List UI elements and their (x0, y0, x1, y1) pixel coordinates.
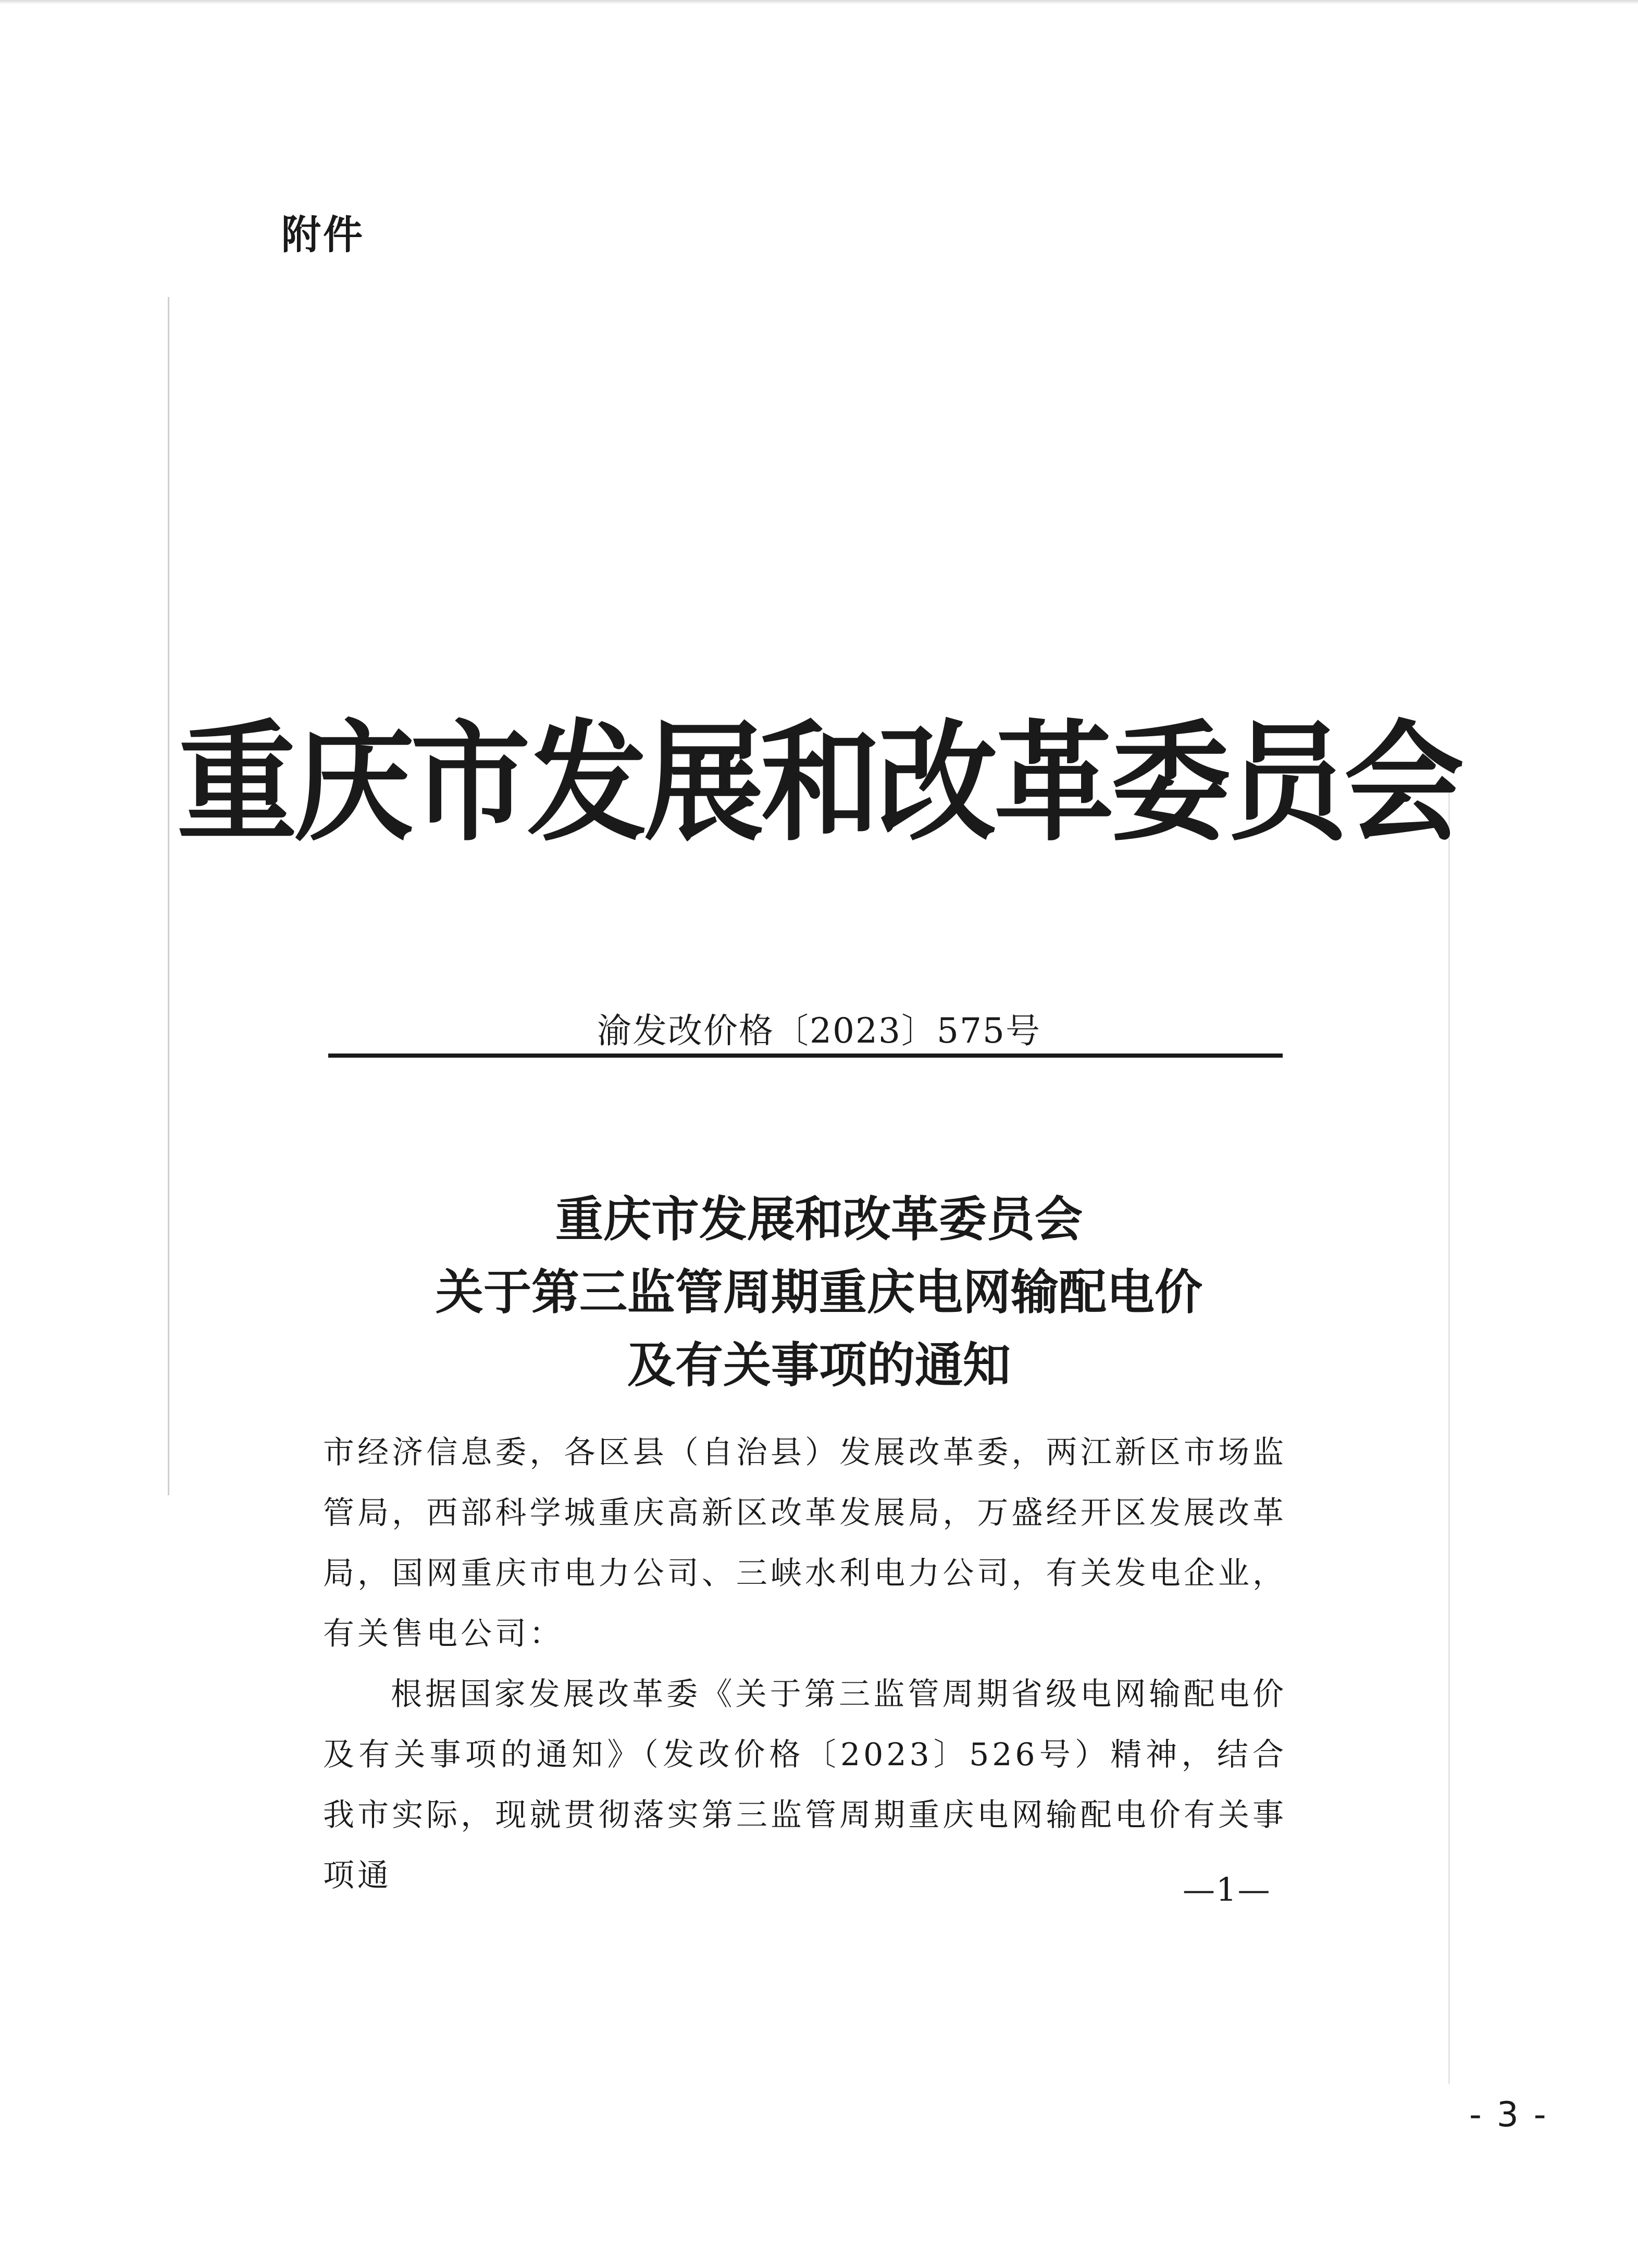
attachment-label: 附件 (281, 212, 365, 258)
body-paragraph: 根据国家发展改革委《关于第三监管周期省级电网输配电价及有关事项的通知》（发改价格〔2023〕526号）精神，结合我市实际，现就贯彻落实第三监管周期重庆电网输配电价有关事项通 (323, 1676, 1287, 1894)
notice-title-line: 及有关事项的通知 (627, 1337, 1011, 1393)
document-number: 渝发改价格〔2023〕575号 (597, 1011, 1041, 1051)
outer-page-number: - 3 - (1469, 2095, 1548, 2135)
notice-title-line: 关于第三监管周期重庆电网输配电价 (435, 1264, 1202, 1320)
scan-edge (0, 0, 1638, 4)
scan-artifact-line (1448, 782, 1450, 2084)
masthead-divider (328, 1054, 1283, 1058)
recipients-paragraph: 市经济信息委，各区县（自治县）发展改革委，两江新区市场监管局，西部科学城重庆高新区改革发展局，万盛经开区发展改革局，国网重庆市电力公司、三峡水利电力公司，有关发电企业，有关售电公司： (323, 1434, 1287, 1652)
inner-page-number: —1— (1183, 1870, 1271, 1908)
notice-body (323, 1422, 1287, 1906)
notice-title (0, 1183, 1638, 1402)
notice-title-line: 重庆市发展和改革委员会 (555, 1191, 1083, 1247)
issuer-masthead: 重庆市发展和改革委员会 (177, 709, 1461, 859)
